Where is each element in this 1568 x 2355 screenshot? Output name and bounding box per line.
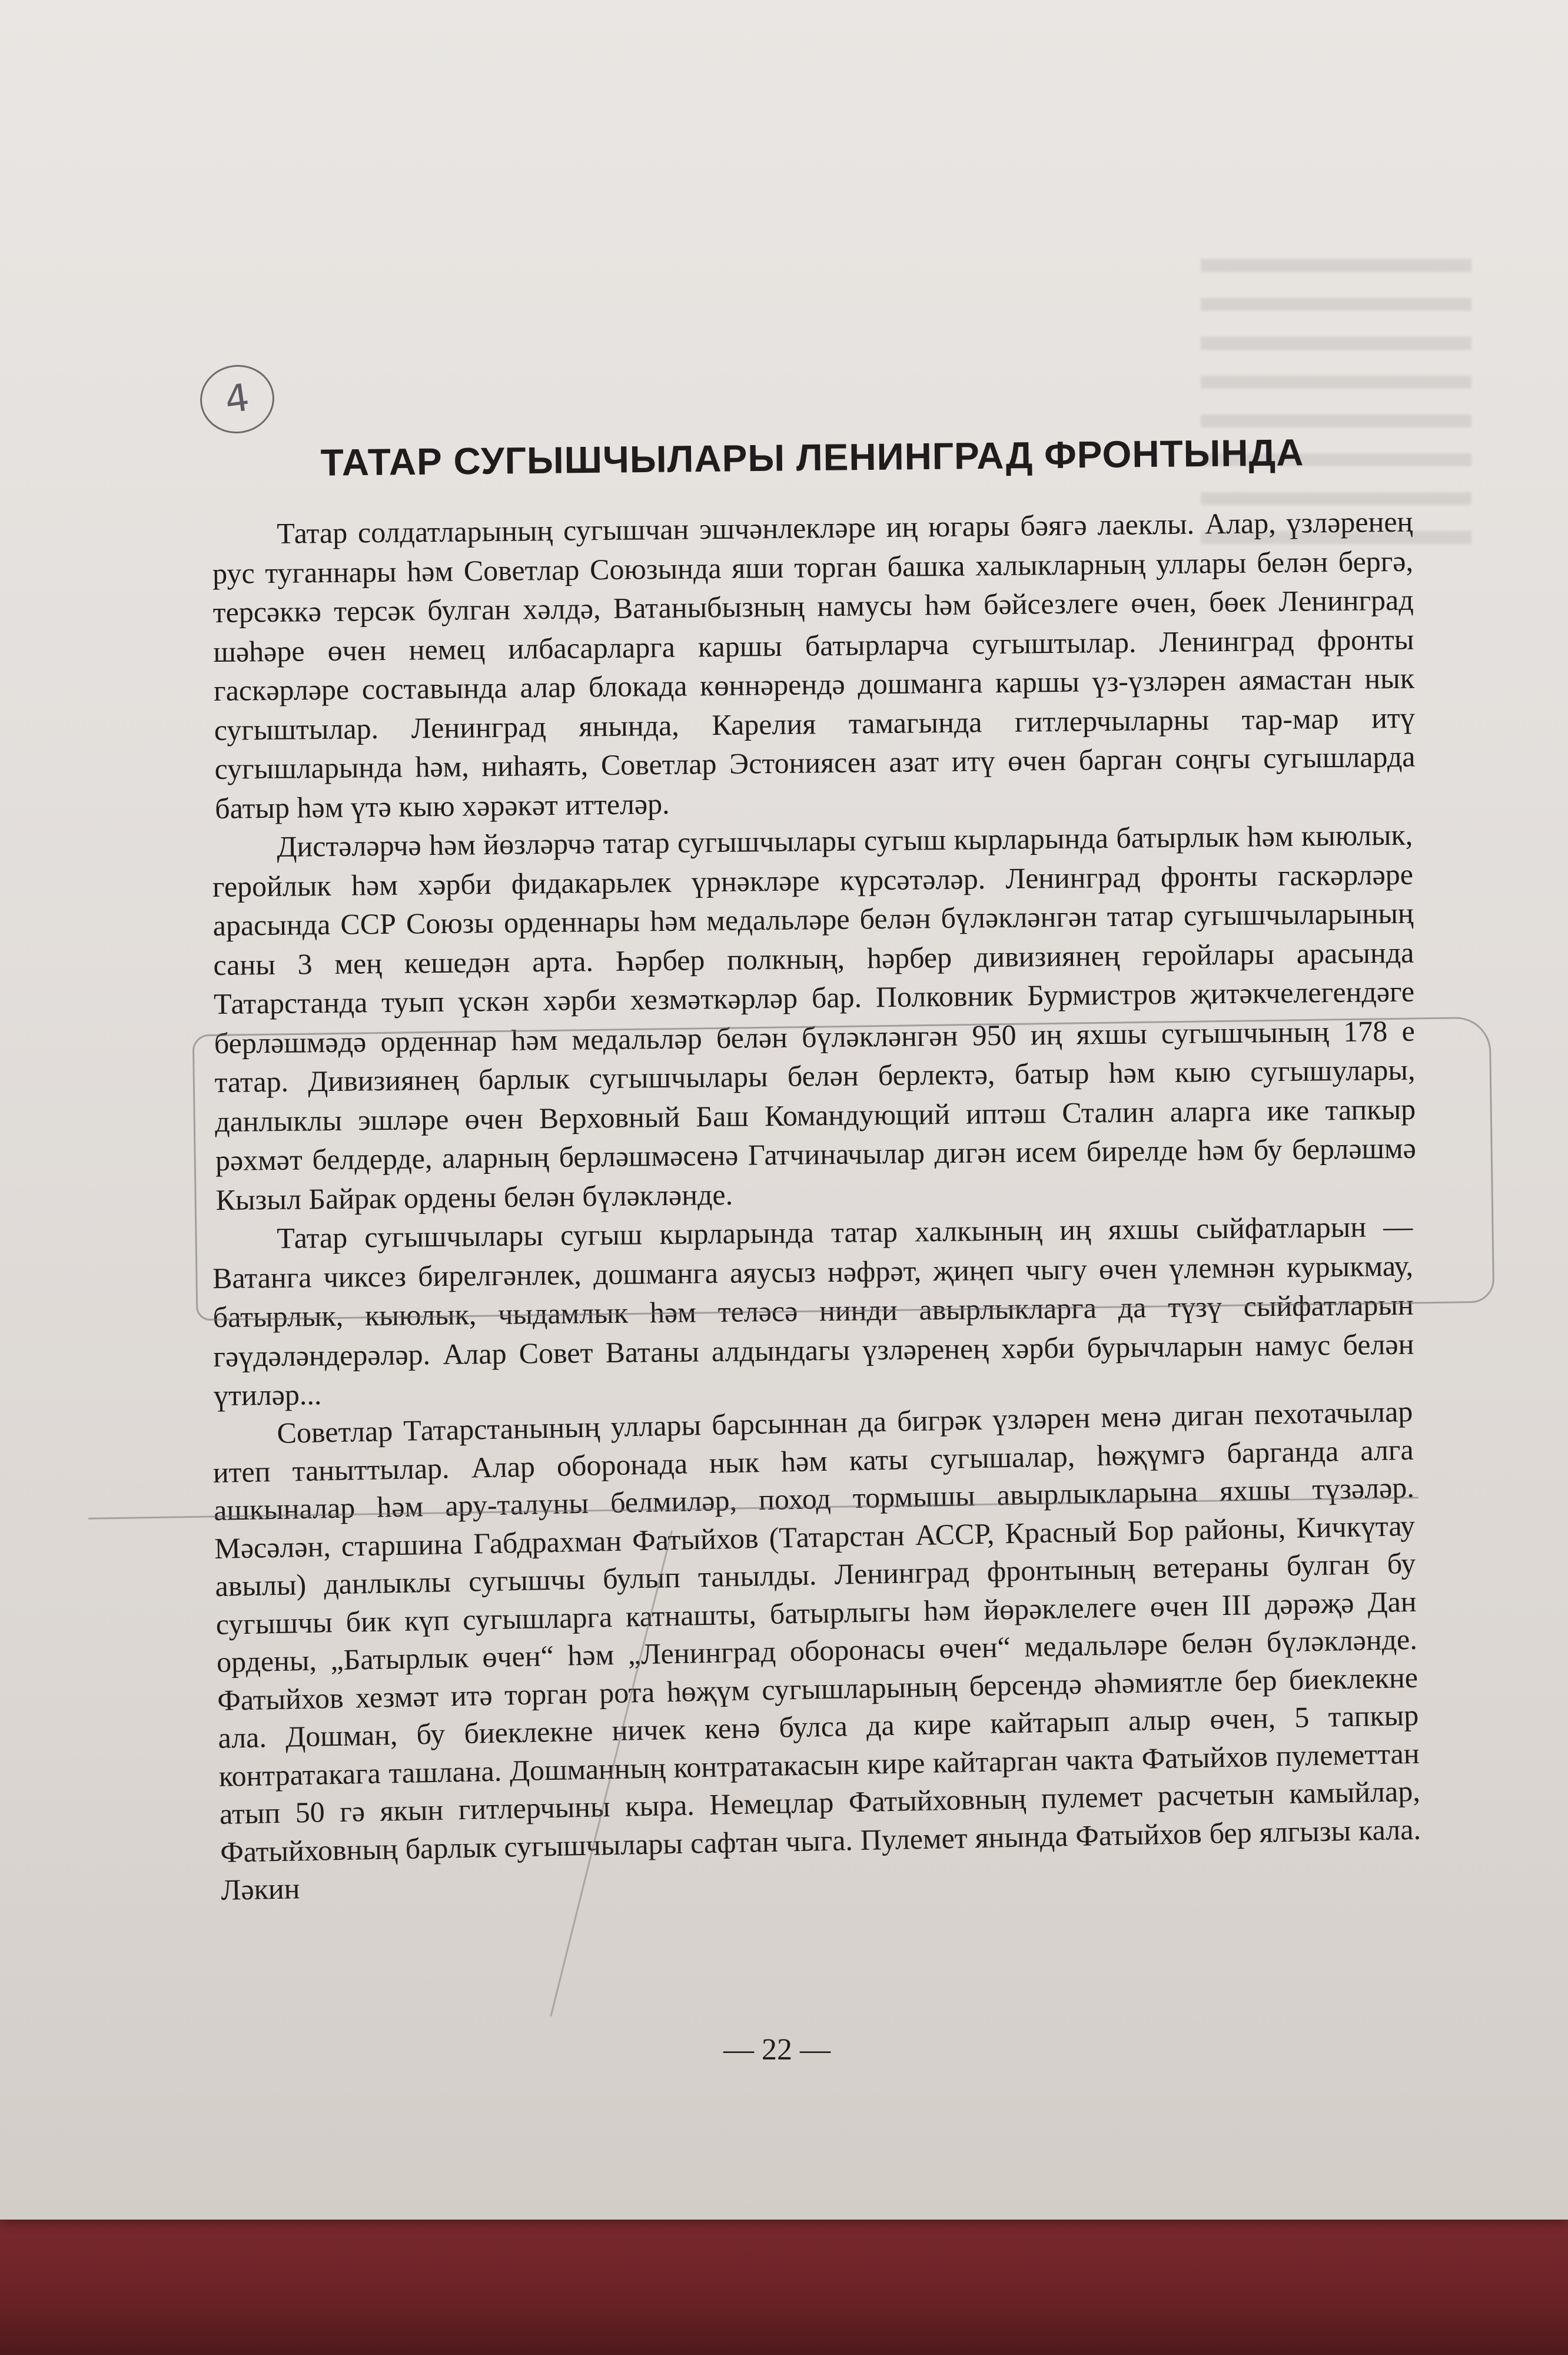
paragraph-1: Татар солдатларының сугышчан эшчәнлекләре иң югары бәягә лаеклы. Алар, үзләренең рус туганнары һәм Советлар Союзында яши торган башка халыкларның уллары белән бергә, терсәккә терсәк булган хәлдә, Ватаныбызның намусы һәм бәйсезлеге өчен, бөек Ленинград шәһәре өчен немец илбасарларга каршы батырларча сугыштылар. Ленинград фронты гаскәрләре составында алар блокада көннәрендә дошманга каршы үз-үзләрен аямастан нык сугыштылар. Ленинград янында, Карелия тамагында гитлерчыларны тар-мар итү сугышларында һәм, ниһаять, Советлар Эстониясен азат итү өчен барган соңгы сугышларда батыр һәм үтә кыю хәрәкәт иттеләр. (212, 505, 1416, 825)
paragraph-4: Советлар Татарстанының уллары барсыннан да бигрәк үзләрен менә диган пехотачылар итеп таныттылар. Алар оборонада нык һәм каты сугышалар, һөҗүмгә барганда алга ашкыналар һәм ару-талуны белмиләр, поход тормышы авырлыкларына яхшы түзәләр. Мәсәлән, старшина Габдрахман Фатыйхов (Татарстан АССР, Красный Бор районы, Кичкүтау авылы) данлыклы сугышчы булып танылды. Ленинград фронтының ветераны булган бу сугышчы бик күп сугышларга катнашты, батырлыгы һәм йөрәклелеге өчен III дәрәҗә Дан ордены, „Батырлык өчен“ һәм „Ленинград оборонасы өчен“ медальләре белән бүләкләнде. Фатыйхов хезмәт итә торган рота һөҗүм сугышларының берсендә әһәмиятле бер биеклекне ала. Дошман, бу биеклекне ничек кенә булса да кире кайтарып алыр өчен, 5 тапкыр контратакага ташлана. Дошманның контратакасын кире кайтарган чакта Фатыйхов пулеметтан атып 50 гә якын гитлерчыны кыра. Немецлар Фатыйховның пулемет расчетын камыйлар, Фатыйховның барлык сугышчылары сафтан чыга. Пулемет янында Фатыйхов бер ялгызы кала. Ләкин (212, 1394, 1421, 1906)
folio-circle-mark (196, 360, 279, 438)
page-number: — 22 — (723, 2033, 830, 2067)
paragraph-3: Татар сугышчылары сугыш кырларында татар халкының иң яхшы сыйфатларын — Ватанга чиксез бирелгәнлек, дошманга аяусыз нәфрәт, җиңеп чыгу өчен үлемнән курыкмау, батырлык, кыюлык, чыдамлык һәм теләсә нинди авырлыкларга да түзү сыйфатларын гәүдәләндерәләр. Алар Совет Ватаны алдындагы үзләренең хәрби бурычларын намус белән үтиләр... (212, 1209, 1414, 1412)
table-background (0, 2214, 1568, 2355)
folio-number: 4 (222, 376, 253, 423)
page-title: ТАТАР СУГЫШЧЫЛАРЫ ЛЕНИНГРАД ФРОНТЫНДА (320, 431, 1304, 484)
article-body (212, 431, 1421, 1909)
paragraph-2: Дистәләрчә һәм йөзләрчә татар сугышчылары сугыш кырларында батырлык һәм кыюлык, геройлык һәм хәрби фидакарьлек үрнәкләре күрсәтәләр. Ленинград фронты гаскәрләре арасында ССР Союзы орденнары һәм медальләре белән бүләкләнгән татар сугышчыларының саны 3 мең кешедән арта. Һәрбер полкның, һәрбер дивизиянең геройлары арасында Татарстанда туып үскән хәрби хезмәткәрләр бар. Полковник Бурмистров җитәкчелегендәге берләшмәдә орденнар һәм медальләр белән бүләкләнгән 950 иң яхшы сугышчының 178 е татар. Дивизиянең барлык сугышчылары белән берлектә, батыр һәм кыю сугышулары, данлыклы эшләре өчен Верховный Баш Командующий иптәш Сталин аларга ике тапкыр рәхмәт белдерде, аларның берләшмәсенә Гатчиначылар дигән исем бирелде һәм бу берләшмә Кызыл Байрак ордены белән бүләкләнде. (212, 818, 1417, 1216)
